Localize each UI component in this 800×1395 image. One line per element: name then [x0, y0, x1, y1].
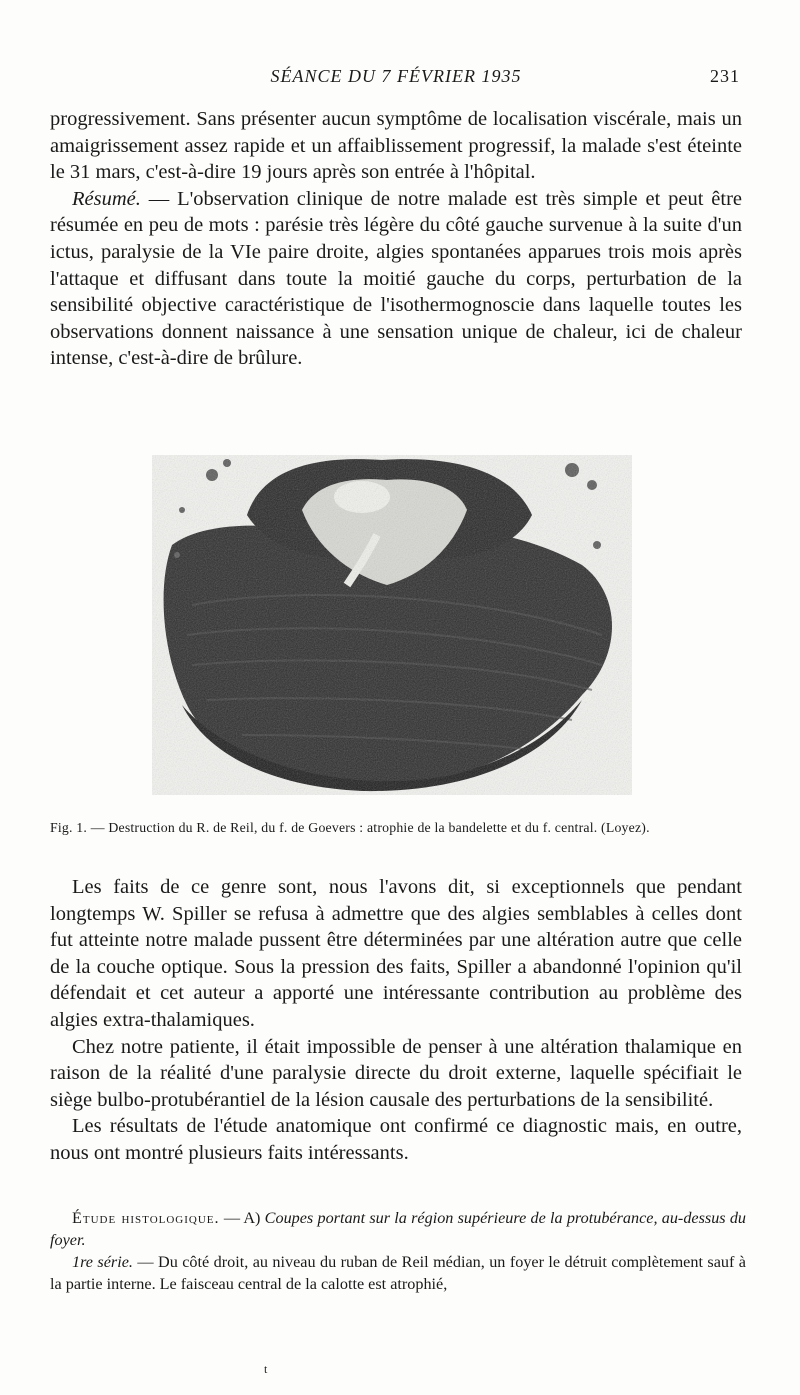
paragraph: Chez notre patiente, il était impossible de penser à une altération thalamique en raison de la réalité d'une paralysie directe du droit externe, laquelle spécifiait le siège bulbo-protubérantiel de la lésion causale des perturbations de la sensibilité.: [50, 1035, 742, 1111]
histology-block: [50, 1207, 746, 1295]
serie-text: — Du côté droit, au niveau du ruban de Reil médian, un foyer le détruit complètement sauf à la partie interne. Le faisceau central de la calotte est atrophié,: [50, 1253, 746, 1293]
etude-rest: — A): [219, 1209, 265, 1227]
paragraph: Les faits de ce genre sont, nous l'avons dit, si exceptionnels que pendant longtemps W. Spiller se refusa à admettre que des algies semblables à celles dont fut atteinte notre malade pussent être déterminées par une altération autre que celle de la couche optique. Sous la pression des faits, Spiller a abandonné l'opinion qu'il défendait et cet auteur a apporté une intéressante contribution au problème des algies extra-thalamiques.: [50, 876, 742, 1031]
resume-text: — L'observation clinique de notre malade est très simple et peut être résumée en peu de mots : parésie très légère du côté gauche survenue à la suite d'un ictus, paralysie de la VIe paire droite, algies spontanées apparues trois mois après l'attaque et diffusant dans toute la moitié gauche du corps, perturbation de la sensibilité objective caractéristique de l'isothermognoscie dans laquelle toutes les observations donnent naissance à une sensation unique de chaleur, ici de chaleur intense, c'est-à-dire de brûlure.: [50, 187, 742, 370]
footer-mark: t: [264, 1362, 268, 1376]
etude-label: Étude histologique.: [72, 1209, 220, 1227]
figure-caption: Fig. 1. — Destruction du R. de Reil, du f. de Goevers : atrophie de la bandelette et du f. central. (Loyez).: [50, 820, 650, 835]
resume-paragraph: [50, 186, 742, 372]
page-number: 231: [710, 66, 740, 86]
paragraph: progressivement. Sans présenter aucun symptôme de localisation viscérale, mais un amaigrissement assez rapide et un affaiblissement progressif, la malade s'est éteinte le 31 mars, c'est-à-dire 19 jours après son entrée à l'hôpital.: [50, 108, 742, 184]
running-title: SÉANCE DU 7 FÉVRIER 1935: [270, 66, 522, 86]
serie-label: 1re série.: [72, 1253, 133, 1271]
top-text-block: [50, 106, 742, 372]
bottom-text-block: [50, 874, 742, 1167]
brainstem-section-image: [152, 455, 632, 795]
resume-label: Résumé.: [72, 187, 141, 210]
running-header: [52, 66, 740, 90]
paragraph: Les résultats de l'étude anatomique ont confirmé ce diagnostic mais, en outre, nous ont montré plusieurs faits intéressants.: [50, 1115, 742, 1164]
etude-italic: Coupes portant sur la région supérieure de la protubérance, au-dessus du foyer.: [50, 1209, 747, 1249]
serie-paragraph: [50, 1251, 746, 1295]
brainstem-section-photo: [152, 455, 632, 795]
etude-paragraph: [50, 1207, 746, 1251]
